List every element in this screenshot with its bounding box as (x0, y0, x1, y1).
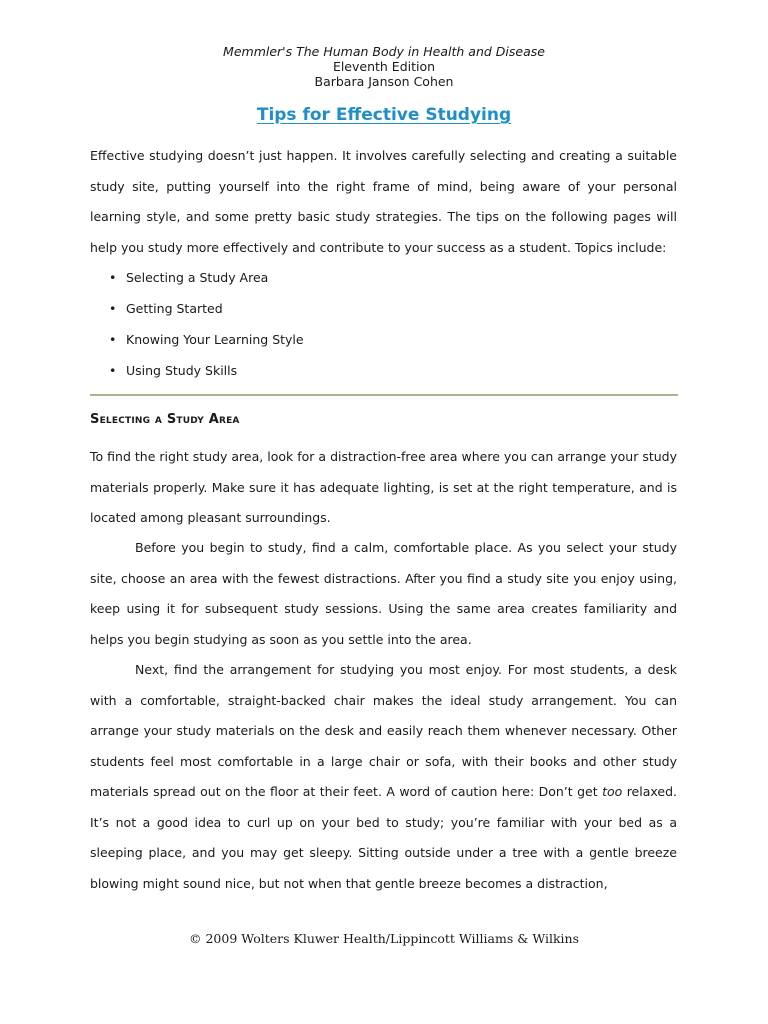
section-divider (90, 394, 678, 396)
edition: Eleventh Edition (332, 59, 436, 74)
paragraph-text-start: Next, find the arrangement for studying you most enjoy. For most students, a desk with a comfortable, straight-backed chair makes the ideal study arrangement. You can arrange your study materials on the desk and easily reach them whenever necessary. Other students feel most comfortable in a large chair or sofa, with their books and other study materials spread out on the floor at their feet. A word of caution here: Don’t get (90, 662, 677, 799)
list-item-label: Using Study Skills (126, 363, 238, 378)
author: Barbara Janson Cohen (314, 74, 454, 89)
section-heading: Selecting a Study Area (90, 412, 240, 427)
copyright-footer: © 2009 Wolters Kluwer Health/Lippincott Williams & Wilkins (188, 931, 579, 946)
paragraph-text-end: relaxed. It’s not a good idea to curl up on your bed to study; you’re familiar with your bed as a sleeping place, and you may get sleepy. Sitting outside under a tree with a gentle breeze blowing might sound nice, but not when that gentle breeze becomes a distraction, (90, 784, 677, 891)
list-item (108, 262, 668, 293)
section-paragraph-3 (90, 655, 677, 899)
list-item-label: Knowing Your Learning Style (126, 332, 304, 347)
topics-list (108, 262, 668, 386)
bullet-icon: • (109, 332, 117, 347)
emphasis-text: too (602, 784, 623, 799)
list-item (108, 293, 668, 324)
bullet-icon: • (109, 301, 117, 316)
bullet-icon: • (109, 270, 117, 285)
bullet-icon: • (109, 363, 117, 378)
page-title: Tips for Effective Studying (256, 105, 512, 125)
section-paragraph-1: To find the right study area, look for a distraction-free area where you can arrange your study materials properly. Make sure it has adequate lighting, is set at the right temperature, and is located among pleasant surroundings. (90, 449, 677, 525)
list-item (108, 355, 668, 386)
list-item (108, 324, 668, 355)
book-title: Memmler's The Human Body in Health and Disease (223, 44, 545, 59)
section-paragraph-2: Before you begin to study, find a calm, comfortable place. As you select your study site, choose an area with the fewest distractions. After you find a study site you enjoy using, keep using it for subsequent study sessions. Using the same area creates familiarity and helps you begin studying as soon as you settle into the area. (90, 540, 677, 647)
intro-paragraph: Effective studying doesn’t just happen. It involves carefully selecting and creating a suitable study site, putting yourself into the right frame of mind, being aware of your personal learning style, and some pretty basic study strategies. The tips on the following pages will help you study more effectively and contribute to your success as a student. Topics include: (90, 148, 677, 255)
list-item-label: Selecting a Study Area (126, 270, 269, 285)
document-header (0, 44, 768, 89)
list-item-label: Getting Started (126, 301, 223, 316)
